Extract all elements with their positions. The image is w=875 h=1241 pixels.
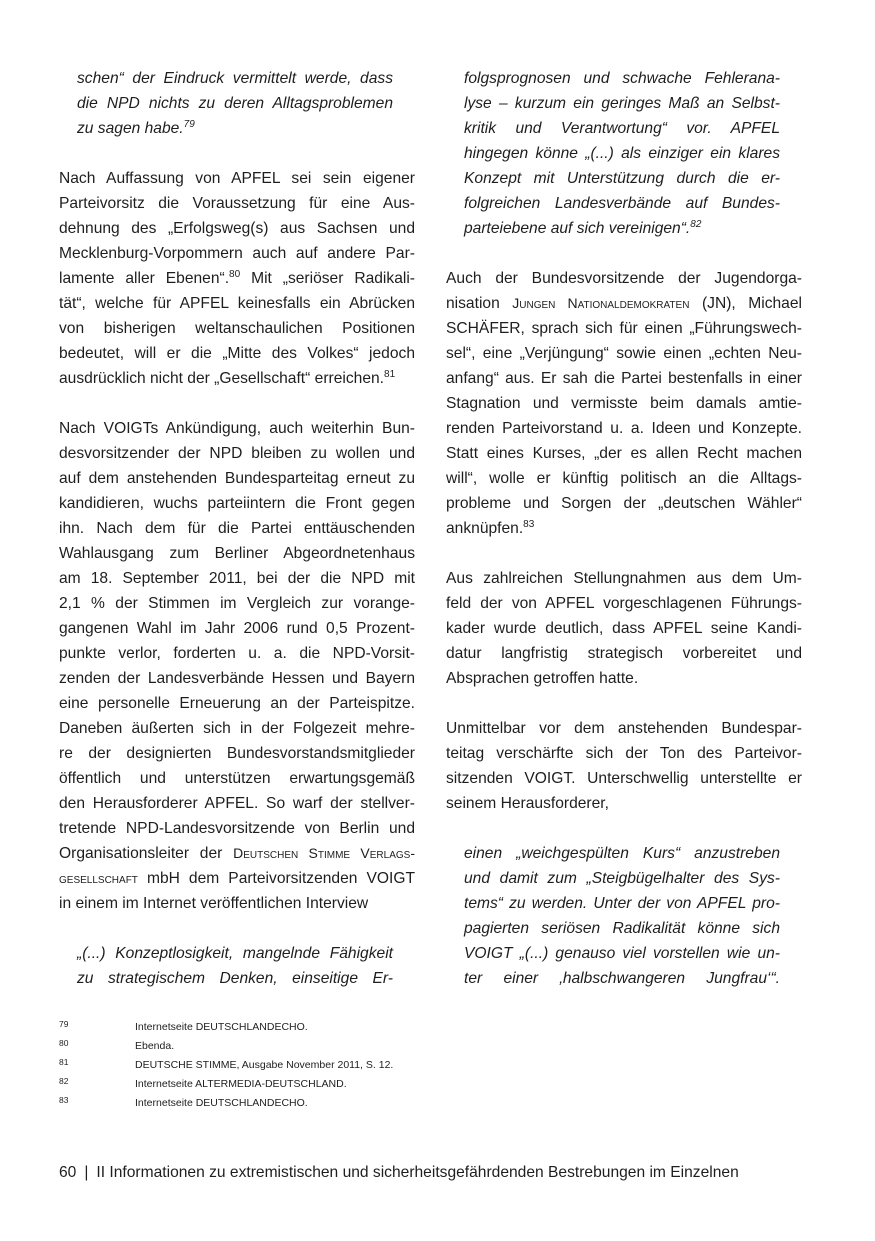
- text-line: punkte verlor, forderten u. a. die NPD-Vorsit-: [59, 645, 415, 662]
- text-line: ter einer ‚halbschwangeren Jungfrau‘“.: [464, 970, 780, 987]
- text-line: folgreichen Landesverbände auf Bundes-: [464, 195, 780, 212]
- footnote-number: 83: [59, 1095, 69, 1105]
- footnote-text: Internetseite DEUTSCHLANDECHO.: [135, 1021, 308, 1033]
- footnote-text: Internetseite DEUTSCHLANDECHO.: [135, 1097, 308, 1109]
- text-line: Statt eines Kurses, „der es allen Recht machen: [446, 445, 802, 462]
- footnote: [59, 1018, 659, 1036]
- footnote: [59, 1037, 659, 1055]
- text-line: eine personelle Erneuerung an der Parteispitze.: [59, 695, 415, 712]
- text-line: dehnung des „Erfolgsweg(s) aus Sachsen und: [59, 220, 415, 237]
- footnote-ref[interactable]: 81: [384, 369, 396, 380]
- text-line: lamente aller Ebenen“.$^{80}$ Mit „seriöser Radikali-: [59, 269, 415, 287]
- footnote-ref[interactable]: 82: [690, 219, 702, 230]
- text-line: Nach Auffassung von APFEL sei sein eigener: [59, 170, 415, 187]
- text-line: folgsprognosen und schwache Fehlerana-: [464, 70, 780, 87]
- text-line: zu strategischem Denken, einseitige Er-: [77, 970, 393, 987]
- text-line: am 18. September 2011, bei der die NPD mit: [59, 570, 415, 587]
- organisation-name: Deutschen Stimme Verlags-: [233, 845, 415, 861]
- text-line: zenden der Landesverbände Hessen und Bayern: [59, 670, 415, 687]
- text-line: öffentlich und unterstützen erwartungsgemäß: [59, 770, 415, 787]
- footnote-ref[interactable]: 80: [229, 269, 241, 280]
- text-line: einen „weichgespülten Kurs“ anzustreben: [464, 845, 780, 862]
- text-line: gangenen Wahl im Jahr 2006 rund 0,5 Prozent-: [59, 620, 415, 637]
- footnote-text: DEUTSCHE STIMME, Ausgabe November 2011, S. 12.: [135, 1059, 394, 1071]
- text-line: bedeutet, will er die „Mitte des Volkes“ jedoch: [59, 345, 415, 362]
- footnote-text: Internetseite ALTERMEDIA-DEUTSCHLAND.: [135, 1078, 347, 1090]
- text-line: von bisherigen weltanschaulichen Positionen: [59, 320, 415, 337]
- text-line: schen“ der Eindruck vermittelt werde, dass: [77, 70, 393, 87]
- text-line: tems“ zu werden. Unter der von APFEL pro-: [464, 895, 780, 912]
- chapter-title: II Informationen zu extremistischen und sicherheitsgefährdenden Bestrebungen im Einzelnen: [96, 1164, 739, 1181]
- text-line: seinem Herausforderer,: [446, 795, 609, 812]
- text-line: kritik und Verantwortung“ vor. APFEL: [464, 120, 780, 137]
- text-line: gesellschaft mbH dem Parteivorsitzenden VOIGT: [59, 870, 415, 887]
- text-line: Auch der Bundesvorsitzende der Jugendorga-: [446, 270, 802, 287]
- text-line: auf dem anstehenden Bundesparteitag erneut zu: [59, 470, 415, 487]
- text-line: desvorsitzender der NPD bleiben zu wollen und: [59, 445, 415, 462]
- text-line: parteiebene auf sich vereinigen“.$^{82}$: [464, 219, 702, 237]
- text-line: in einem im Internet veröffentlichen Interview: [59, 895, 369, 912]
- text-line: kader wurde deutlich, dass APFEL seine Kandi-: [446, 620, 802, 637]
- text-line: Organisationsleiter der Deutschen Stimme Verlags-: [59, 845, 415, 862]
- text-line: ausdrücklich nicht der „Gesellschaft“ erreichen.$^{81}$: [59, 369, 396, 387]
- text-line: anknüpfen.$^{83}$: [446, 519, 535, 537]
- text-line: SCHÄFER, sprach sich für einen „Führungswech-: [446, 320, 802, 337]
- organisation-name: Jungen Nationaldemokraten: [512, 295, 690, 311]
- page-number: 60: [59, 1164, 77, 1181]
- text-line: feld der von APFEL vorgeschlagenen Führungs-: [446, 595, 802, 612]
- text-line: VOIGT „(...) genauso viel vorstellen wie un-: [464, 945, 780, 962]
- footnote-ref[interactable]: 83: [523, 519, 535, 530]
- organisation-name: gesellschaft: [59, 870, 138, 886]
- text-line: probleme und Sorgen der „deutschen Wähler“: [446, 495, 802, 512]
- footnote: [59, 1094, 659, 1112]
- footnote-text: Ebenda.: [135, 1040, 175, 1052]
- text-line: Konzept mit Unterstützung durch die er-: [464, 170, 780, 187]
- text-line: kandidieren, wuchs parteiintern die Front gegen: [59, 495, 415, 512]
- footnote-number: 82: [59, 1076, 69, 1086]
- text-line: Daneben äußerten sich in der Folgezeit mehre-: [59, 720, 415, 737]
- text-line: sel“, eine „Verjüngung“ sowie einen „echten Neu-: [446, 345, 802, 362]
- text-line: sitzenden VOIGT. Unterschwellig unterstellte er: [446, 770, 802, 787]
- text-line: datur langfristig strategisch vorbereitet und: [446, 645, 802, 662]
- text-line: teitag verschärfte sich der Ton des Parteivor-: [446, 745, 802, 762]
- footnote: [59, 1075, 659, 1093]
- text-line: Wahlausgang zum Berliner Abgeordnetenhaus: [59, 545, 415, 562]
- text-line: ihn. Nach dem für die Partei enttäuschenden: [59, 520, 415, 537]
- page-footer: [59, 1161, 819, 1185]
- text-line: renden Parteivorstand u. a. Ideen und Konzepte.: [446, 420, 802, 437]
- text-line: hingegen könne „(...) als einziger ein klares: [464, 145, 780, 162]
- text-line: lyse – kurzum ein geringes Maß an Selbst-: [464, 95, 780, 112]
- text-line: will“, wolle er künftig politisch an die Alltags-: [446, 470, 802, 487]
- footnote: [59, 1056, 659, 1074]
- text-line: Mecklenburg-Vorpommern auch auf andere Par-: [59, 245, 415, 262]
- text-line: und damit zum „Steigbügelhalter des Sys-: [464, 870, 780, 887]
- text-line: „(...) Konzeptlosigkeit, mangelnde Fähigkeit: [77, 945, 393, 962]
- text-line: Parteivorsitz die Voraussetzung für eine Aus-: [59, 195, 415, 212]
- text-line: Unmittelbar vor dem anstehenden Bundespar-: [446, 720, 802, 737]
- text-line: 2,1 % der Stimmen im Vergleich zur vorange-: [59, 595, 415, 612]
- text-line: den Herausforderer APFEL. So warf der stellver-: [59, 795, 415, 812]
- text-line: die NPD nichts zu deren Alltagsproblemen: [77, 95, 393, 112]
- footnote-number: 80: [59, 1038, 69, 1048]
- footnote-ref[interactable]: 79: [183, 119, 195, 130]
- text-line: Absprachen getroffen hatte.: [446, 670, 639, 687]
- text-line: pagierten seriösen Radikalität könne sich: [464, 920, 780, 937]
- text-line: re der designierten Bundesvorstandsmitglieder: [59, 745, 415, 762]
- text-line: nisation Jungen Nationaldemokraten (JN), Michael: [446, 295, 802, 312]
- text-line: anfang“ aus. Er sah die Partei bestenfalls in einer: [446, 370, 802, 387]
- text-line: Aus zahlreichen Stellungnahmen aus dem Um-: [446, 570, 802, 587]
- text-line: tretende NPD-Landesvorsitzende von Berlin und: [59, 820, 415, 837]
- footnote-number: 81: [59, 1057, 69, 1067]
- footer-separator: |: [84, 1164, 89, 1181]
- text-line: zu sagen habe.$^{79}$: [77, 119, 195, 137]
- text-line: tät“, welche für APFEL keinesfalls ein Abrücken: [59, 295, 415, 312]
- text-line: Stagnation und vermisste beim damals amtie-: [446, 395, 802, 412]
- text-line: Nach VOIGTs Ankündigung, auch weiterhin Bun-: [59, 420, 415, 437]
- footnote-number: 79: [59, 1019, 69, 1029]
